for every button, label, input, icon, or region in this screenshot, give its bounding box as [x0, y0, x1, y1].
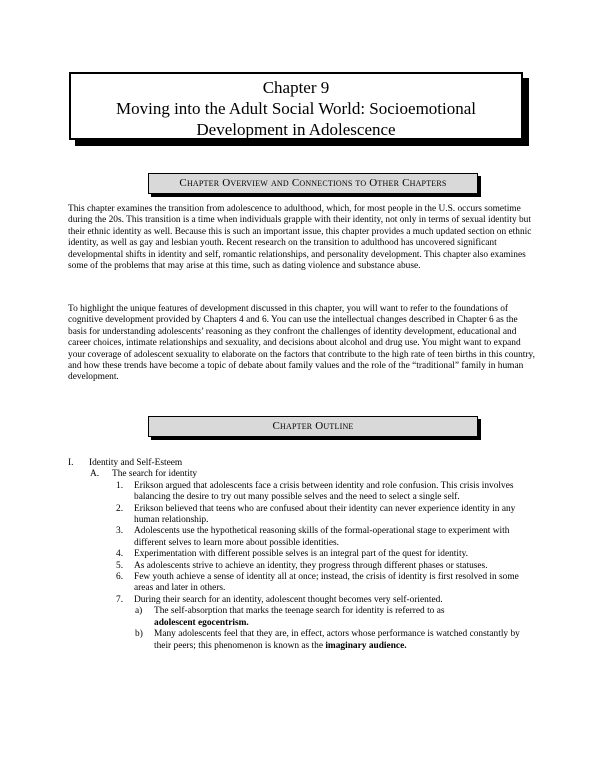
outline-number: 5.: [116, 560, 124, 571]
outline-number: 3.: [116, 526, 124, 537]
key-term-adolescent-egocentrism: adolescent egocentrism.: [154, 617, 249, 628]
outline-item-5: [68, 561, 538, 572]
outline-item-a: [68, 469, 538, 480]
outline-text: Erikson argued that adolescents face a crisis between identity and role confusion. This crisis involves balancing the desire to try out many possible selves and the need to select a single self.: [134, 480, 514, 503]
chapter-outline: [68, 458, 538, 652]
chapter-title-line-2: Development in Adolescence: [196, 120, 396, 139]
outline-item-2: [68, 504, 538, 527]
outline-text-body: The self-absorption that marks the teenage search for identity is referred to as: [154, 606, 445, 617]
outline-item-7: [68, 595, 538, 606]
outline-text: The search for identity: [112, 469, 198, 480]
outline-text: [154, 629, 538, 652]
outline-item-3: [68, 526, 538, 549]
outline-item-7b: [68, 629, 538, 652]
outline-text: [154, 606, 538, 629]
outline-text: Erikson believed that teens who are confused about their identity can never experience identity in any human relationship.: [134, 503, 516, 526]
outline-text: During their search for an identity, adolescent thought becomes very self-oriented.: [134, 594, 443, 605]
outline-heading: Chapter Outline: [148, 416, 478, 437]
outline-item-i: [68, 458, 538, 469]
outline-item-4: [68, 549, 538, 560]
chapter-title-box: [69, 72, 523, 140]
outline-number: 6.: [116, 572, 124, 583]
outline-number: A.: [90, 469, 100, 480]
outline-number: a): [135, 606, 143, 617]
key-term-imaginary-audience: imaginary audience.: [325, 640, 407, 651]
outline-text: As adolescents strive to achieve an identity, they progress through different phases or statuses.: [134, 560, 488, 571]
overview-paragraph-1: This chapter examines the transition from adolescence to adulthood, which, for most people in the U.S. occurs sometime during the 20s. This transition is a time when individuals grapple with their identity, not only in terms of sexual identity but their ethnic identity as well. Because this is such an important issue, this chapter provides a much updated section on ethnic identity, as well as gay and lesbian youth. Recent research on the transition to adulthood has uncovered significant developmental shifts in identity and self, romantic relationships, and personality development. This chapter also examines some of the problems that may arise at this time, such as dating violence and substance abuse.: [68, 204, 532, 272]
outline-number: 2.: [116, 503, 124, 514]
outline-text-body: Many adolescents feel that they are, in effect, actors whose performance is watched constantly by their peers; this phenomenon is known as the: [154, 629, 520, 651]
outline-text: Experimentation with different possible selves is an integral part of the quest for identity.: [134, 549, 469, 560]
outline-item-1: [68, 481, 538, 504]
outline-number: 4.: [116, 549, 124, 560]
outline-item-6: [68, 572, 538, 595]
chapter-title-line-1: Moving into the Adult Social World: Socioemotional: [115, 99, 477, 118]
outline-number: b): [135, 629, 143, 640]
overview-paragraph-2: To highlight the unique features of development discussed in this chapter, you will want to refer to the foundations of cognitive development provided by Chapters 4 and 6. You can use the intellectual changes described in Chapter 6 as the basis for understanding adolescents’ reasoning as they confront the challenges of identity development, educational and career choices, intimate relationships and sexuality, and decisions about alcohol and drug use. You might want to expand your coverage of adolescent sexuality to elaborate on the factors that contribute to the high rate of teen births in this country, and how these trends have become a topic of debate about family values and the role of the “traditional” family in human development.: [68, 304, 535, 383]
outline-number: 1.: [116, 480, 124, 491]
outline-number: I.: [68, 458, 74, 468]
outline-number: 7.: [116, 594, 124, 605]
chapter-number: Chapter 9: [262, 78, 330, 97]
outline-item-7a: [68, 606, 538, 629]
outline-text: Identity and Self-Esteem: [89, 458, 183, 468]
overview-heading: Chapter Overview and Connections to Other Chapters: [148, 173, 478, 194]
outline-text: Few youth achieve a sense of identity all at once; instead, the crisis of identity is first resolved in some areas and later in others.: [134, 572, 519, 594]
outline-text: Adolescents use the hypothetical reasoning skills of the formal-operational stage to experiment with different selves to learn more about possible identities.: [134, 526, 510, 548]
